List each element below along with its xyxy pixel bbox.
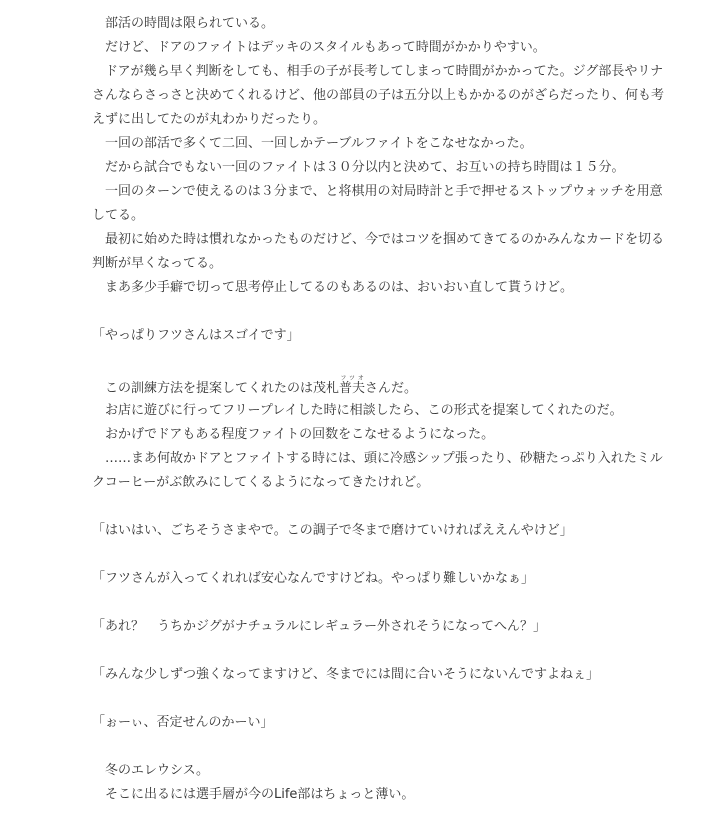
ruby-line-prefix: この訓練方法を提案してくれたのは bbox=[92, 381, 314, 396]
paragraph-line: まあ多少手癖で切って思考停止してるのもあるのは、おいおい直して貰うけど。 bbox=[92, 280, 574, 295]
paragraph-line: 一回のターンで使えるのは３分まで、と将棋用の対局時計と手で押せるストップウォッチを用意 bbox=[92, 184, 663, 199]
paragraph-line: そこに出るには選手層が今のLife部はちょっと薄い。 bbox=[92, 787, 415, 802]
paragraph-line: ドアが幾ら早く判断をしても、相手の子が長考してしまって時間がかかってた。ジグ部長やリナ bbox=[92, 64, 664, 79]
dialogue-line: 「はいはい、ごちそうさまやで。この調子で冬まで磨けていければええんやけど」 bbox=[92, 523, 573, 538]
paragraph-line: してる。 bbox=[92, 208, 145, 223]
paragraph-line: 最初に始めた時は慣れなかったものだけど、今ではコツを掴めてきてるのかみんなカードを切る bbox=[92, 232, 665, 247]
paragraph-line: 冬のエレウシス。 bbox=[92, 763, 210, 778]
dialogue-line: 「あれ？ うちかジグがナチュラルにレギュラー外されそうになってへん？」 bbox=[92, 619, 546, 634]
paragraph-line: 部活の時間は限られている。 bbox=[92, 16, 275, 31]
dialogue-line: 「フツさんが入ってくれれば安心なんですけどね。やっぱり難しいかなぁ」 bbox=[92, 571, 535, 586]
furigana-name bbox=[339, 375, 366, 396]
paragraph-line: だけど、ドアのファイトはデッキのスタイルもあって時間がかかりやすい。 bbox=[92, 40, 546, 55]
paragraph-line: だから試合でもない一回のファイトは３０分以内と決めて、お互いの持ち時間は１５分。 bbox=[92, 160, 625, 175]
furigana-reading: フツオ bbox=[339, 375, 366, 382]
paragraph-line: お店に遊びに行ってフリープレイした時に相談したら、この形式を提案してくれたのだ。 bbox=[92, 403, 623, 418]
ruby-line-suffix: さんだ。 bbox=[365, 381, 418, 396]
paragraph-line: 判断が早くなってる。 bbox=[92, 256, 223, 271]
paragraph-line: クコーヒーがぶ飲みにしてくるようになってきたけれど。 bbox=[92, 475, 430, 490]
paragraph-line: えずに出してたのが丸わかりだったり。 bbox=[92, 112, 327, 127]
name-surname: 茂札 bbox=[313, 381, 340, 396]
furigana-base: 普夫 bbox=[339, 381, 366, 396]
paragraph-line: おかげでドアもある程度ファイトの回数をこなせるようになった。 bbox=[92, 427, 495, 442]
dialogue-line: 「みんな少しずつ強くなってますけど、冬までには間に合いそうにないんですよねぇ」 bbox=[92, 667, 600, 682]
paragraph-line: さんならさっさと決めてくれるけど、他の部員の子は五分以上もかかるのがざらだったり、何も考 bbox=[92, 88, 665, 103]
paragraph-line: 一回の部活で多くて二回、一回しかテーブルファイトをこなせなかった。 bbox=[92, 136, 533, 151]
paragraph-line-with-ruby bbox=[92, 375, 632, 399]
dialogue-line: 「やっぱりフツさんはスゴイです」 bbox=[92, 328, 300, 343]
paragraph-line: ……まあ何故かドアとファイトする時には、頭に冷感シップ張ったり、砂糖たっぷり入れたミル bbox=[92, 451, 663, 466]
dialogue-line: 「ぉーぃ、否定せんのかーい」 bbox=[92, 715, 274, 730]
